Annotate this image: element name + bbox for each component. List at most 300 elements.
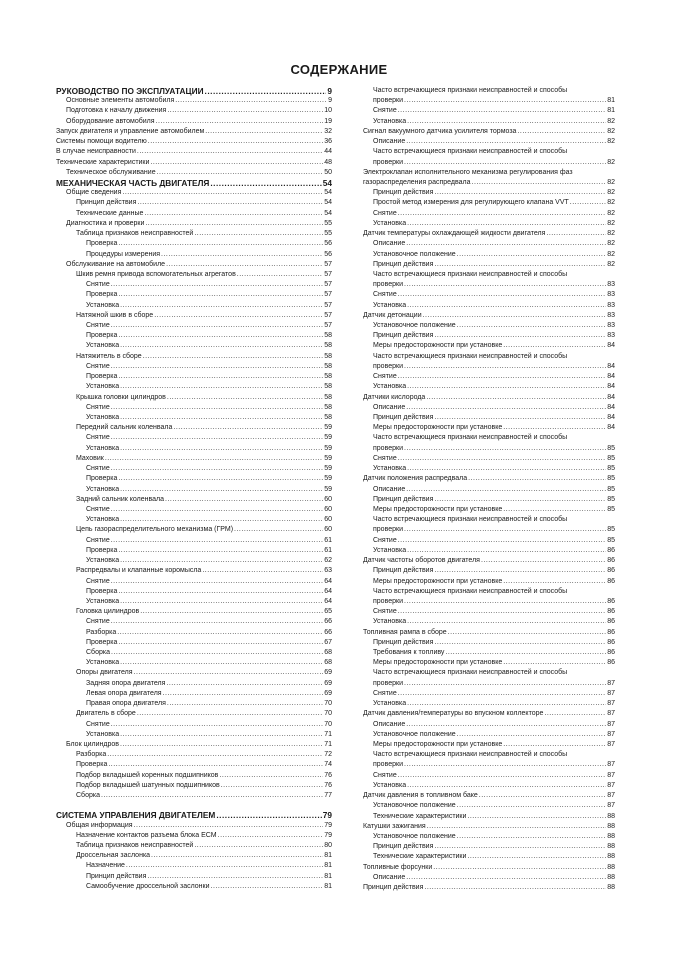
toc-entry-page: 88 — [607, 853, 615, 861]
toc-entry-page: 76 — [324, 781, 332, 789]
toc-entry-page: 82 — [607, 138, 615, 146]
toc-dot-leader — [479, 791, 606, 801]
toc-entry — [363, 883, 615, 893]
toc-entry-page: 85 — [607, 454, 615, 462]
toc-entry-title: Снятие — [86, 577, 110, 585]
toc-dot-leader — [457, 730, 607, 740]
toc-entry — [56, 831, 332, 841]
toc-entry-page: 81 — [607, 107, 615, 115]
toc-entry-page: 86 — [607, 659, 615, 667]
toc-dot-leader — [117, 628, 323, 638]
toc-entry-title: Шкив ремня привода вспомогательных агрегатов — [76, 270, 236, 278]
toc-entry — [56, 577, 332, 587]
toc-dot-leader — [407, 699, 606, 709]
toc-entry-title: Технические характеристики — [373, 812, 467, 820]
toc-entry-page: 87 — [607, 761, 615, 769]
toc-entry-page: 68 — [324, 649, 332, 657]
toc-entry-title: Меры предосторожности при установке — [373, 505, 503, 513]
toc-entry-title: Снятие — [373, 291, 397, 299]
toc-entry-title: Техническое обслуживание — [66, 168, 156, 176]
toc-entry-title: Проверка — [86, 587, 118, 595]
toc-dot-leader — [407, 617, 606, 627]
toc-entry — [56, 147, 332, 157]
toc-entry — [363, 638, 615, 648]
toc-entry-page: 82 — [607, 158, 615, 166]
toc-dot-leader — [120, 740, 323, 750]
toc-entry — [56, 821, 332, 831]
toc-entry-title: проверки — [373, 362, 403, 370]
toc-dot-leader — [111, 403, 323, 413]
toc-entry-title: Принцип действия — [86, 872, 147, 880]
toc-entry-title: Установочное положение — [373, 832, 456, 840]
toc-entry-title: Часто встречающиеся признаки неисправностей и способы — [373, 587, 568, 595]
toc-entry-page: 82 — [607, 127, 615, 135]
toc-entry — [56, 668, 332, 678]
toc-entry-title: Снятие — [86, 403, 110, 411]
toc-entry-title: Установка — [86, 730, 120, 738]
toc-entry — [363, 393, 615, 403]
toc-entry — [56, 382, 332, 392]
toc-entry — [56, 658, 332, 668]
toc-entry-title: Задний сальник коленвала — [76, 495, 164, 503]
toc-entry-page: 82 — [607, 178, 615, 186]
toc-entry — [363, 546, 615, 556]
toc-entry-title: Технические данные — [76, 209, 144, 217]
toc-dot-leader — [167, 699, 323, 709]
toc-entry-title: Установка — [373, 700, 407, 708]
toc-dot-leader — [194, 841, 323, 851]
toc-dot-leader — [150, 158, 323, 168]
toc-entry-page: 87 — [607, 689, 615, 697]
toc-entry-page: 72 — [324, 751, 332, 759]
toc-entry-page: 70 — [324, 720, 332, 728]
toc-entry-page: 86 — [607, 546, 615, 554]
toc-entry — [363, 423, 615, 433]
toc-entry-title: Сборка — [86, 649, 110, 657]
toc-dot-leader — [427, 822, 607, 832]
toc-dot-leader — [154, 311, 323, 321]
toc-entry-page: 54 — [324, 189, 332, 197]
toc-entry-page: 57 — [324, 322, 332, 330]
toc-entry-title: Меры предосторожности при установке — [373, 342, 503, 350]
toc-entry-title: Разборка — [76, 751, 107, 759]
toc-dot-leader — [151, 851, 323, 861]
toc-entry-title: Установка — [86, 301, 120, 309]
toc-entry — [363, 791, 615, 801]
toc-entry — [363, 250, 615, 260]
toc-entry-title: Натяжитель в сборе — [76, 352, 142, 360]
toc-entry-title: Установка — [373, 781, 407, 789]
toc-entry-page: 54 — [324, 209, 332, 217]
toc-dot-leader — [111, 536, 323, 546]
toc-dot-leader — [503, 577, 606, 587]
toc-entry — [56, 250, 332, 260]
toc-dot-leader — [434, 260, 606, 270]
toc-entry-title: Установка — [373, 117, 407, 125]
toc-dot-leader — [434, 566, 606, 576]
toc-entry — [56, 290, 332, 300]
toc-dot-leader — [148, 137, 323, 147]
toc-entry-page: 86 — [607, 638, 615, 646]
toc-dot-leader — [175, 96, 327, 106]
toc-entry-page: 69 — [324, 669, 332, 677]
toc-entry-page: 10 — [324, 107, 332, 115]
toc-entry-title: Датчик давления/температуры во впускном коллекторе — [363, 710, 544, 718]
toc-entry — [56, 331, 332, 341]
toc-dot-leader — [111, 648, 323, 658]
toc-entry — [56, 362, 332, 372]
toc-entry — [363, 382, 615, 392]
toc-entry-page: 69 — [324, 679, 332, 687]
toc-entry — [363, 587, 615, 597]
toc-entry-title: Часто встречающиеся признаки неисправностей и способы — [373, 270, 568, 278]
toc-entry-title: Задняя опора двигателя — [86, 679, 166, 687]
toc-dot-leader — [120, 556, 323, 566]
toc-entry-page: 57 — [324, 270, 332, 278]
toc-entry-title: Снятие — [86, 281, 110, 289]
toc-entry — [56, 536, 332, 546]
toc-entry — [56, 198, 332, 208]
toc-entry-title: Снятие — [86, 362, 110, 370]
toc-entry — [56, 851, 332, 861]
toc-dot-leader — [407, 382, 606, 392]
toc-entry — [363, 158, 615, 168]
toc-entry-page: 84 — [607, 424, 615, 432]
toc-entry-title: Процедуры измерения — [86, 250, 161, 258]
toc-entry-page: 57 — [324, 301, 332, 309]
toc-entry — [56, 229, 332, 239]
toc-entry — [56, 546, 332, 556]
toc-entry-title: Часто встречающиеся признаки неисправностей и способы — [373, 516, 568, 524]
toc-dot-leader — [398, 372, 606, 382]
toc-entry-title: Часто встречающиеся признаки неисправностей и способы — [373, 87, 568, 94]
toc-entry-page: 59 — [324, 424, 332, 432]
toc-entry — [363, 137, 615, 147]
toc-entry-page: 86 — [607, 649, 615, 657]
toc-dot-leader — [434, 638, 606, 648]
toc-dot-leader — [143, 352, 324, 362]
toc-entry-page: 61 — [324, 546, 332, 554]
toc-entry-page: 86 — [607, 567, 615, 575]
toc-entry-page: 88 — [607, 822, 615, 830]
toc-entry — [363, 188, 615, 198]
toc-entry — [363, 505, 615, 515]
toc-entry — [56, 454, 332, 464]
toc-entry-page: 60 — [324, 505, 332, 513]
toc-entry — [56, 485, 332, 495]
toc-entry-title: Головка цилиндров — [76, 608, 140, 616]
toc-entry — [363, 444, 615, 454]
toc-entry — [363, 321, 615, 331]
toc-entry — [363, 709, 615, 719]
toc-entry — [363, 863, 615, 873]
toc-entry-page: 87 — [607, 700, 615, 708]
toc-entry-title: Установка — [373, 219, 407, 227]
toc-entry-title: Проверка — [86, 291, 118, 299]
toc-entry — [363, 117, 615, 127]
toc-entry-title: Снятие — [373, 771, 397, 779]
toc-entry — [363, 341, 615, 351]
toc-entry-title: Натяжной шкив в сборе — [76, 311, 154, 319]
toc-entry-title: Описание — [373, 138, 406, 146]
toc-dot-leader — [398, 771, 606, 781]
toc-entry-title: Снятие — [86, 720, 110, 728]
toc-entry-title: проверки — [373, 97, 403, 105]
toc-entry-title: Установка — [86, 383, 120, 391]
toc-entry-title: Датчик положения распредвала — [363, 475, 468, 483]
toc-entry — [363, 96, 615, 106]
toc-entry-page: 85 — [607, 465, 615, 473]
toc-entry — [363, 852, 615, 862]
toc-entry-title: Снятие — [86, 434, 110, 442]
toc-entry — [363, 801, 615, 811]
toc-entry — [56, 771, 332, 781]
toc-entry-page: 84 — [607, 403, 615, 411]
toc-entry — [56, 260, 332, 270]
toc-entry — [363, 556, 615, 566]
toc-entry — [363, 607, 615, 617]
toc-dot-leader — [434, 188, 606, 198]
toc-entry-title: Назначение контактов разъема блока ECM — [76, 831, 217, 839]
toc-entry-page: 59 — [324, 434, 332, 442]
toc-entry — [56, 137, 332, 147]
toc-entry-title: Дроссельная заслонка — [76, 852, 151, 860]
toc-entry — [363, 617, 615, 627]
toc-dot-leader — [406, 137, 606, 147]
toc-dot-leader — [111, 720, 323, 730]
toc-dot-leader — [163, 689, 324, 699]
toc-dot-leader — [457, 321, 607, 331]
toc-entry-title: Самообучение дроссельной заслонки — [86, 882, 210, 890]
toc-entry — [363, 270, 615, 280]
toc-entry-title: Снятие — [86, 505, 110, 513]
toc-entry-page: 83 — [607, 291, 615, 299]
toc-entry-title: Подбор вкладышей коренных подшипников — [76, 771, 219, 779]
toc-entry-title: Установка — [373, 618, 407, 626]
toc-dot-leader — [118, 290, 323, 300]
toc-dot-leader — [457, 832, 607, 842]
toc-entry-title: Проверка — [86, 332, 118, 340]
toc-entry-page: 69 — [324, 689, 332, 697]
toc-entry — [363, 771, 615, 781]
toc-dot-leader — [111, 280, 323, 290]
toc-dot-leader — [481, 556, 606, 566]
toc-dot-leader — [404, 679, 606, 689]
toc-dot-leader — [118, 546, 323, 556]
toc-entry — [363, 198, 615, 208]
toc-dot-leader — [448, 628, 607, 638]
toc-entry-page: 88 — [607, 884, 615, 892]
toc-dot-leader — [211, 882, 324, 892]
toc-entry — [363, 168, 615, 178]
toc-entry-page: 81 — [324, 852, 332, 860]
toc-entry-page: 32 — [324, 127, 332, 135]
toc-entry-page: 64 — [324, 597, 332, 605]
toc-entry — [363, 127, 615, 137]
toc-entry-title: Установочное положение — [373, 322, 456, 330]
toc-entry-page: 85 — [607, 505, 615, 513]
toc-entry-page: 76 — [324, 771, 332, 779]
toc-dot-leader — [434, 413, 606, 423]
toc-dot-leader — [404, 96, 606, 106]
toc-entry — [363, 178, 615, 188]
toc-entry-title: Принцип действия — [373, 414, 434, 421]
toc-dot-leader — [467, 812, 606, 822]
toc-entry — [363, 495, 615, 505]
toc-dot-leader — [407, 464, 606, 474]
toc-dot-leader — [424, 883, 606, 893]
toc-entry — [363, 260, 615, 270]
toc-entry-page: 58 — [324, 393, 332, 401]
toc-entry-title: Меры предосторожности при установке — [373, 741, 503, 748]
toc-dot-leader — [457, 801, 607, 811]
toc-dot-leader — [398, 454, 606, 464]
toc-dot-leader — [503, 341, 606, 351]
toc-entry-title: Крышка головки цилиндров — [76, 393, 166, 401]
toc-entry-page: 85 — [607, 475, 615, 483]
toc-entry-title: Маховик — [76, 454, 104, 462]
toc-entry — [363, 311, 615, 321]
toc-entry-title: Снятие — [373, 373, 397, 381]
toc-dot-leader — [120, 341, 323, 351]
toc-entry — [363, 147, 615, 157]
toc-dot-leader — [122, 188, 323, 198]
toc-entry — [56, 188, 332, 198]
toc-entry-title: Установочное положение — [373, 250, 456, 258]
toc-entry — [56, 617, 332, 627]
toc-dot-leader — [570, 198, 606, 208]
toc-dot-leader — [219, 771, 323, 781]
toc-entry — [56, 423, 332, 433]
toc-entry-title: Проверка — [86, 546, 118, 554]
toc-entry — [56, 270, 332, 280]
toc-entry-page: 64 — [324, 587, 332, 595]
toc-entry — [363, 372, 615, 382]
toc-entry-title: Установка — [86, 557, 120, 565]
toc-entry — [56, 760, 332, 770]
toc-entry — [363, 536, 615, 546]
toc-dot-leader — [406, 485, 606, 495]
toc-entry-title: Технические характеристики — [373, 853, 467, 861]
toc-dot-leader — [126, 861, 323, 871]
toc-entry-title: Таблица признаков неисправностей — [76, 841, 194, 849]
toc-dot-leader — [202, 566, 323, 576]
toc-dot-leader — [546, 229, 606, 239]
toc-entry-title: Основные элементы автомобиля — [66, 97, 175, 105]
toc-entry-title: Снятие — [373, 209, 397, 217]
toc-entry — [56, 720, 332, 730]
toc-entry — [363, 679, 615, 689]
toc-entry-page: 82 — [607, 230, 615, 238]
toc-entry — [56, 679, 332, 689]
toc-entry-title: Датчик давления в топливном баке — [363, 792, 478, 800]
toc-entry-page: 71 — [324, 741, 332, 748]
toc-dot-leader — [120, 301, 323, 311]
toc-dot-leader — [406, 239, 606, 249]
toc-entry-title: Установка — [86, 342, 120, 350]
toc-dot-leader — [137, 709, 323, 719]
toc-dot-leader — [118, 239, 323, 249]
toc-entry-title: Требования к топливу — [373, 649, 445, 657]
toc-entry-page: 58 — [324, 352, 332, 360]
toc-entry-page: 87 — [607, 771, 615, 779]
toc-dot-leader — [404, 158, 606, 168]
toc-entry — [56, 158, 332, 168]
toc-entry-page: 44 — [324, 148, 332, 156]
toc-dot-leader — [144, 209, 323, 219]
toc-entry-page: 83 — [607, 311, 615, 319]
toc-entry-page: 82 — [607, 260, 615, 268]
toc-entry-title: Принцип действия — [373, 260, 434, 268]
toc-entry — [56, 280, 332, 290]
toc-entry — [363, 413, 615, 423]
toc-entry-page: 84 — [607, 362, 615, 370]
toc-dot-leader — [406, 403, 606, 413]
toc-entry-page: 57 — [324, 281, 332, 289]
toc-dot-leader — [194, 229, 323, 239]
toc-entry-title: проверки — [373, 526, 403, 534]
toc-entry-page: 67 — [324, 638, 332, 646]
toc-entry-title: Подбор вкладышей шатунных подшипников — [76, 781, 220, 789]
toc-entry-page: 85 — [607, 444, 615, 452]
toc-dot-leader — [161, 250, 323, 260]
toc-entry-page: 58 — [324, 373, 332, 381]
toc-dot-leader — [544, 709, 606, 719]
toc-entry-title: Топливная рампа в сборе — [363, 628, 447, 636]
toc-entry-page: 58 — [324, 383, 332, 391]
toc-entry-page: 87 — [607, 730, 615, 738]
toc-dot-leader — [407, 781, 606, 791]
toc-entry-page: 56 — [324, 250, 332, 258]
toc-dot-leader — [137, 147, 323, 157]
toc-dot-leader — [111, 577, 323, 587]
toc-entry-title: Часто встречающиеся признаки неисправностей и способы — [373, 148, 568, 156]
toc-entry-title: Левая опора двигателя — [86, 689, 162, 697]
toc-entry — [56, 730, 332, 740]
toc-dot-leader — [120, 597, 323, 607]
toc-entry-title: В случае неисправности — [56, 148, 136, 156]
toc-entry-title: Установка — [373, 465, 407, 473]
toc-dot-leader — [166, 679, 323, 689]
toc-entry-page: 87 — [607, 781, 615, 789]
toc-entry-title: Проверка — [86, 475, 118, 483]
toc-entry-page: 70 — [324, 710, 332, 718]
toc-entry-title: Снятие — [373, 107, 397, 115]
toc-entry-page: 86 — [607, 557, 615, 565]
toc-entry — [56, 117, 332, 127]
toc-entry-page: 62 — [324, 557, 332, 565]
toc-dot-leader — [118, 474, 323, 484]
toc-dot-leader — [101, 791, 323, 801]
toc-entry-page: 83 — [607, 332, 615, 340]
toc-dot-leader — [147, 872, 323, 882]
toc-entry-title: Датчик частоты оборотов двигателя — [363, 557, 480, 565]
toc-entry-page: 84 — [607, 393, 615, 401]
toc-dot-leader — [404, 525, 606, 535]
toc-dot-leader — [167, 393, 323, 403]
toc-entry — [56, 709, 332, 719]
toc-entry — [56, 96, 332, 106]
toc-entry — [56, 433, 332, 443]
toc-entry — [56, 740, 332, 750]
toc-entry — [363, 433, 615, 443]
toc-dot-leader — [165, 495, 323, 505]
toc-entry — [56, 239, 332, 249]
toc-entry — [56, 341, 332, 351]
toc-entry — [56, 403, 332, 413]
toc-entry-title: Установка — [86, 485, 120, 493]
toc-dot-leader — [108, 760, 323, 770]
